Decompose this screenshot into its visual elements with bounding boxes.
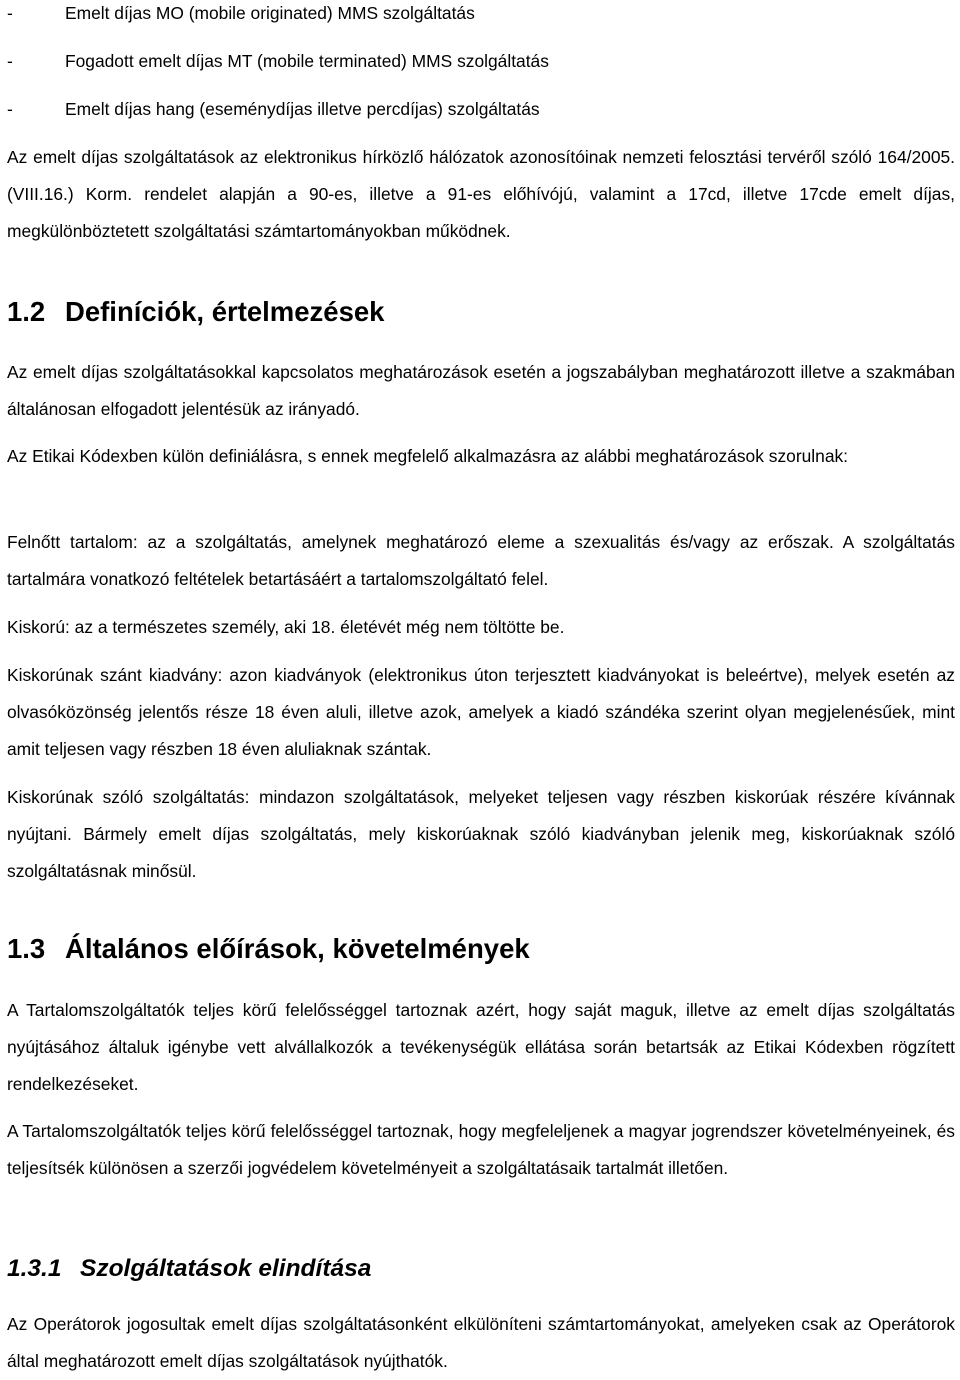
section-title: Általános előírások, követelmények	[65, 933, 530, 964]
section-heading	[7, 294, 384, 330]
paragraph: Felnőtt tartalom: az a szolgáltatás, amelynek meghatározó eleme a szexualitás és/vagy az erőszak. A szolgáltatás tartalmára vonatkozó feltételek betartásáért a tartalomszolgáltató felel.	[7, 532, 955, 589]
paragraph: Az emelt díjas szolgáltatásokkal kapcsolatos meghatározások esetén a jogszabályban meghatározott illetve a szakmában általánosan elfogadott jelentésük az irányadó.	[7, 362, 955, 419]
bullet-item	[7, 49, 947, 73]
section-heading	[7, 931, 530, 967]
section-number: 1.3	[7, 933, 46, 964]
paragraph: Kiskorúnak szánt kiadvány: azon kiadványok (elektronikus úton terjesztett kiadványokat is beleértve), melyek esetén az olvasóközönség jelentős része 18 éven aluli, illetve azok, amelyek a kiadó szándéka szerint olyan megjelenésűek, mint amit teljesen vagy részben 18 éven aluliaknak szántak.	[7, 665, 955, 759]
bullet-marker: -	[7, 51, 13, 71]
bullet-marker: -	[7, 3, 13, 23]
bullet-item	[7, 1, 947, 25]
paragraph: Az Etikai Kódexben külön definiálásra, s ennek megfelelő alkalmazásra az alábbi meghatározások szorulnak:	[7, 446, 849, 466]
bullet-text: Emelt díjas hang (eseménydíjas illetve percdíjas) szolgáltatás	[65, 99, 540, 119]
paragraph: Kiskorú: az a természetes személy, aki 18. életévét még nem töltötte be.	[7, 617, 565, 637]
bullet-text: Emelt díjas MO (mobile originated) MMS szolgáltatás	[65, 3, 475, 23]
bullet-text: Fogadott emelt díjas MT (mobile terminated) MMS szolgáltatás	[65, 51, 549, 71]
bullet-item	[7, 97, 947, 121]
paragraph: A Tartalomszolgáltatók teljes körű felelősséggel tartoznak azért, hogy saját maguk, illetve az emelt díjas szolgáltatás nyújtásához általuk igénybe vett alvállalkozók a tevékenységük ellátása során betartsák az Etikai Kódexben rögzített rendelkezéseket.	[7, 1000, 955, 1094]
subsection-heading	[7, 1253, 371, 1285]
subsection-title: Szolgáltatások elindítása	[80, 1255, 372, 1282]
section-number: 1.2	[7, 296, 46, 327]
paragraph: A Tartalomszolgáltatók teljes körű felelősséggel tartoznak, hogy megfeleljenek a magyar jogrendszer követelményeinek, és teljesítsék különösen a szerzői jogvédelem követelményeit a szolgáltatásaik tartalmát illetően.	[7, 1121, 955, 1178]
section-title: Definíciók, értelmezések	[65, 296, 385, 327]
intro-paragraph: Az emelt díjas szolgáltatások az elektronikus hírközlő hálózatok azonosítóinak nemzeti felosztási tervéről szóló 164/2005. (VIII.16.) Korm. rendelet alapján a 90-es, illetve a 91-es előhívójú, valamint a 17cd, illetve 17cde emelt díjas, megkülönböztetett szolgáltatási számtartományokban működnek.	[7, 147, 955, 241]
bullet-marker: -	[7, 99, 13, 119]
subsection-number: 1.3.1	[7, 1255, 62, 1282]
paragraph: Kiskorúnak szóló szolgáltatás: mindazon szolgáltatások, melyeket teljesen vagy részben kiskorúak részére kívánnak nyújtani. Bármely emelt díjas szolgáltatás, mely kiskorúaknak szóló kiadványban jelenik meg, kiskorúaknak szóló szolgáltatásnak minősül.	[7, 787, 955, 881]
paragraph: Az Operátorok jogosultak emelt díjas szolgáltatásonként elkülöníteni számtartományokat, amelyeken csak az Operátorok által meghatározott emelt díjas szolgáltatások nyújthatók.	[7, 1314, 955, 1371]
